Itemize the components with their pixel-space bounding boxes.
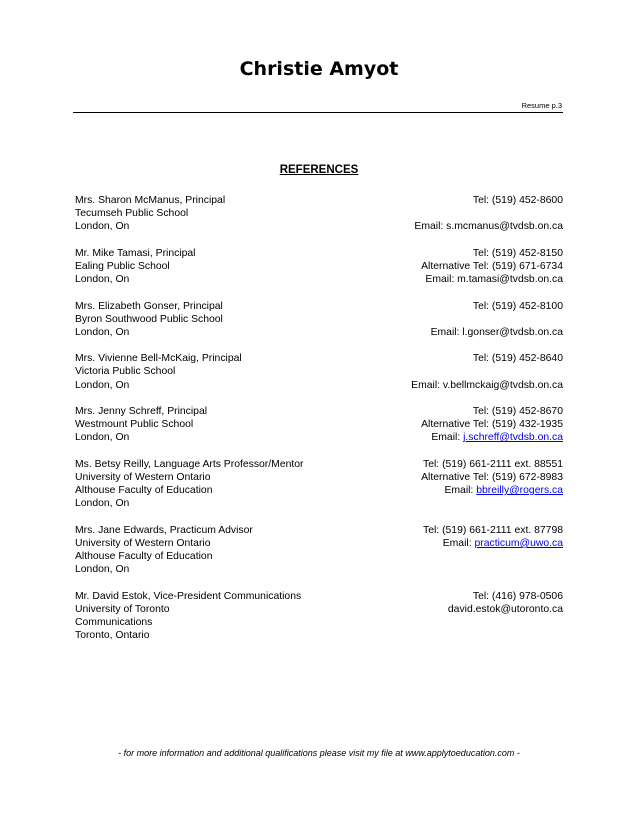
reference-entry: [75, 590, 563, 643]
header-divider: [73, 112, 563, 113]
reference-affiliation: Althouse Faculty of Education: [75, 485, 213, 497]
reference-affiliation: University of Western Ontario: [75, 471, 211, 483]
reference-affiliation: Communications: [75, 617, 153, 628]
email-label: Email:: [442, 537, 475, 549]
email-line: [423, 537, 563, 550]
email-link[interactable]: bbreilly@rogers.ca: [476, 485, 563, 497]
contact-line: [411, 365, 563, 378]
reference-entry: [75, 524, 563, 577]
contact-line: Tel: (519) 452-8640: [472, 353, 563, 365]
reference-affiliation: London, On: [75, 274, 130, 286]
reference-affiliation: Byron Southwood Public School: [75, 313, 223, 325]
contact-line: Email: v.bellmckaig@tvdsb.on.ca: [411, 379, 563, 391]
reference-details: [75, 405, 375, 445]
reference-entry: [75, 300, 563, 340]
reference-details: [75, 590, 375, 643]
reference-details: [75, 300, 375, 340]
section-title: REFERENCES: [279, 164, 359, 176]
reference-name: Mrs. Jenny Schreff, Principal: [75, 406, 208, 417]
reference-affiliation: University of Toronto: [75, 603, 170, 615]
reference-affiliation: London, On: [75, 432, 130, 444]
contact-line: Alternative Tel: (519) 671-6734: [421, 260, 563, 272]
email-label: Email:: [444, 485, 477, 497]
reference-contact: [431, 300, 563, 340]
reference-entry: [75, 458, 563, 511]
contact-line: Tel: (416) 978-0506: [472, 590, 563, 602]
contact-line: [431, 313, 563, 326]
reference-affiliation: Ealing Public School: [75, 260, 170, 272]
reference-contact: [414, 194, 563, 234]
reference-affiliation: Tecumseh Public School: [75, 208, 189, 220]
contact-line: Alternative Tel: (519) 672-8983: [421, 471, 563, 483]
contact-line: Alternative Tel: (519) 432-1935: [421, 419, 563, 431]
contact-line: Tel: (519) 452-8600: [472, 195, 563, 206]
reference-contact: [421, 405, 563, 445]
reference-affiliation: London, On: [75, 221, 130, 233]
email-label: Email:: [431, 432, 464, 444]
reference-affiliation: London, On: [75, 564, 130, 576]
reference-affiliation: Westmount Public School: [75, 419, 194, 431]
contact-line: Tel: (519) 452-8100: [472, 300, 563, 312]
contact-line: Tel: (519) 452-8150: [472, 247, 563, 259]
page-label: Resume p.3: [521, 101, 562, 110]
contact-line: [414, 207, 563, 220]
reference-name: Mrs. Elizabeth Gonser, Principal: [75, 300, 223, 312]
contact-line: Email: l.gonser@tvdsb.on.ca: [430, 326, 563, 338]
reference-affiliation: University of Western Ontario: [75, 537, 211, 549]
candidate-name: Christie Amyot: [239, 58, 399, 80]
contact-line: Tel: (519) 661-2111 ext. 88551: [423, 458, 563, 470]
reference-contact: [448, 590, 563, 616]
footer-note: - for more information and additional qualifications please visit my file at www.applytoeducation.com -: [118, 748, 520, 758]
reference-contact: [423, 524, 563, 550]
email-link[interactable]: practicum@uwo.ca: [474, 537, 563, 549]
contact-line: Tel: (519) 452-8670: [472, 406, 563, 417]
reference-affiliation: London, On: [75, 326, 130, 338]
contact-line: Tel: (519) 661-2111 ext. 87798: [423, 524, 563, 536]
email-line: [421, 484, 563, 497]
reference-entry: [75, 247, 563, 287]
reference-entry: [75, 194, 563, 234]
reference-details: [75, 247, 375, 287]
reference-affiliation: Victoria Public School: [75, 366, 176, 378]
email-link[interactable]: j.schreff@tvdsb.on.ca: [463, 432, 563, 444]
contact-line: Email: m.tamasi@tvdsb.on.ca: [425, 274, 563, 286]
reference-entry: [75, 352, 563, 392]
reference-name: Mrs. Vivienne Bell-McKaig, Principal: [75, 353, 242, 365]
reference-contact: [411, 352, 563, 392]
reference-name: Mrs. Jane Edwards, Practicum Advisor: [75, 524, 253, 536]
reference-contact: [421, 458, 563, 498]
reference-affiliation: London, On: [75, 379, 130, 391]
reference-contact: [421, 247, 563, 287]
reference-name: Ms. Betsy Reilly, Language Arts Professor/Mentor: [75, 458, 304, 470]
reference-name: Mrs. Sharon McManus, Principal: [75, 195, 226, 206]
reference-entry: [75, 405, 563, 445]
reference-affiliation: Althouse Faculty of Education: [75, 551, 213, 563]
reference-name: Mr. Mike Tamasi, Principal: [75, 247, 196, 259]
reference-affiliation: London, On: [75, 498, 130, 510]
reference-details: [75, 194, 375, 234]
reference-details: [75, 524, 375, 577]
contact-line: Email: s.mcmanus@tvdsb.on.ca: [414, 221, 563, 233]
email-line: [421, 431, 563, 444]
reference-details: [75, 458, 375, 511]
contact-line: david.estok@utoronto.ca: [447, 603, 563, 615]
reference-affiliation: Toronto, Ontario: [75, 630, 150, 642]
reference-name: Mr. David Estok, Vice-President Communications: [75, 590, 302, 602]
references-list: [75, 194, 563, 656]
reference-details: [75, 352, 375, 392]
